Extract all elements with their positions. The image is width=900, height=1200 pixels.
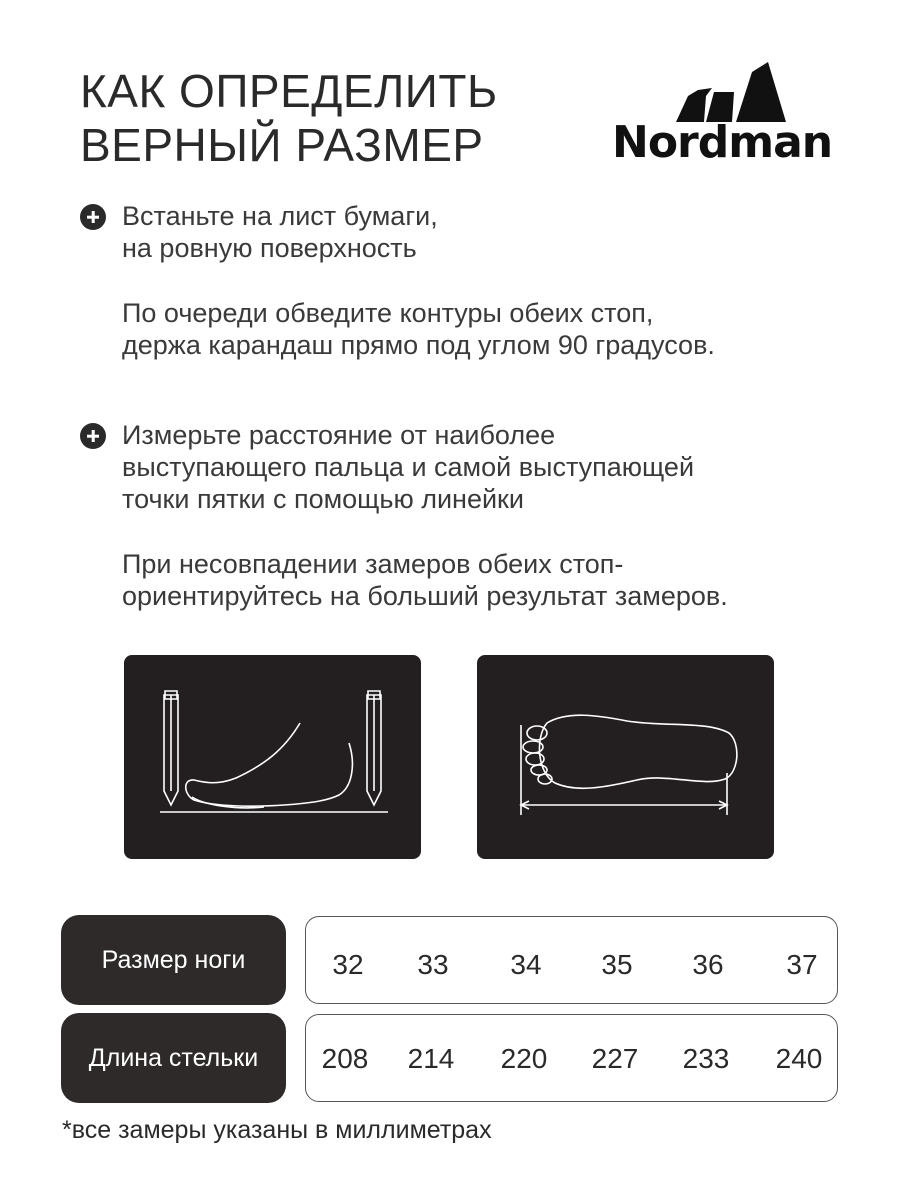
- size-value: 33: [417, 949, 449, 980]
- step-1-subtext: По очереди обведите контуры обеих стоп, держа карандаш прямо под углом 90 градусов.: [122, 298, 715, 360]
- row-label-foot-size: Размер ноги: [61, 915, 286, 1005]
- insole-length-values: [305, 1014, 838, 1102]
- brand-logo: [612, 62, 840, 166]
- mountain-logo-icon: [676, 62, 788, 122]
- step-2: [80, 419, 840, 612]
- size-value: 32: [332, 949, 364, 980]
- length-value: 220: [500, 1043, 548, 1074]
- length-value: 214: [407, 1043, 455, 1074]
- row-label-insole-length: Длина стельки: [61, 1013, 286, 1103]
- size-value: 34: [510, 949, 542, 980]
- title-line-1: КАК ОПРЕДЕЛИТЬ: [80, 65, 498, 117]
- illustration-side-view: [124, 655, 421, 859]
- size-value: 37: [786, 949, 818, 980]
- brand-name: Nordman: [612, 117, 833, 168]
- page-title: [80, 64, 498, 172]
- footnote: *все замеры указаны в миллиметрах: [62, 1116, 492, 1144]
- step-1-text: Встаньте на лист бумаги, на ровную поверхность: [122, 201, 438, 263]
- length-value: 227: [591, 1043, 639, 1074]
- plus-circle-icon: [80, 423, 106, 449]
- foot-sole-measure-icon: [477, 655, 774, 859]
- length-value: 233: [682, 1043, 730, 1074]
- length-value: 208: [321, 1043, 369, 1074]
- foot-size-values: [305, 916, 838, 1004]
- illustration-sole-view: [477, 655, 774, 859]
- length-value: 240: [775, 1043, 823, 1074]
- size-value: 35: [601, 949, 633, 980]
- step-2-subtext: При несовпадении замеров обеих стоп- ориентируйтесь на больший результат замеров.: [122, 549, 728, 611]
- step-1: [80, 200, 840, 361]
- step-2-text: Измерьте расстояние от наиболее выступающего пальца и самой выступающей точки пятки с помощью линейки: [122, 420, 695, 514]
- plus-circle-icon: [80, 204, 106, 230]
- foot-side-pencils-icon: [124, 655, 421, 859]
- title-line-2: ВЕРНЫЙ РАЗМЕР: [80, 119, 484, 171]
- size-value: 36: [692, 949, 724, 980]
